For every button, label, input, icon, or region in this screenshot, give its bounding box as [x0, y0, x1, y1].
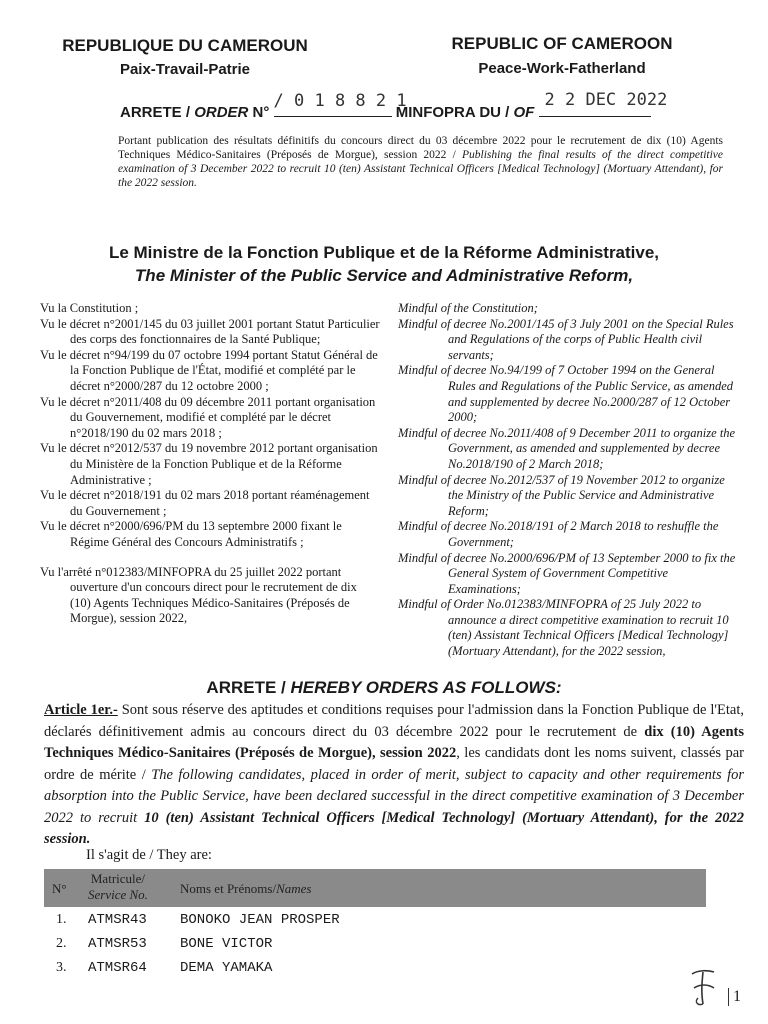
orders-heading-en: HEREBY ORDERS AS FOLLOWS:: [290, 678, 562, 697]
order-ministry: MINFOPRA DU /: [395, 104, 510, 121]
col-names-header: [180, 881, 311, 897]
page-mark: 1: [728, 988, 741, 1006]
visa-en-decree-94-199: Mindful of decree No.94/199 of 7 October 1994 on the General Rules and Regulations of the Public Service, as amended and supplemented by decree No.2000/287 of 12 October 2000;: [398, 363, 734, 425]
article-1-text-fr-bold: dix (10) Agents Techniques Médico-Sanitaires (Préposés de Morgue), session 2022: [44, 723, 744, 761]
visa-en-decree-2012-537: Mindful of decree No.2012/537 of 19 November 2012 to organize the Ministry of the Public Service and Administrative Reform;: [398, 472, 725, 518]
candidates-table-header: [44, 869, 706, 907]
article-1-text-en-1: The following candidates, placed in order of merit, subject to capacity and other requirements for absorption into the Public Service, have been declared successful in the direct competitive examination of 3 December 2022 to recruit: [44, 766, 744, 826]
visa-en-order-012383: Mindful of Order No.012383/MINFOPRA of 25 July 2022 to announce a direct competitive examination to recruit 10 (ten) Assistant Technical Officers [Medical Technology] (Mortuary Attendant), for the 2022 session,: [398, 597, 729, 659]
order-of-label: OF: [513, 104, 535, 121]
order-summary-fr: Portant publication des résultats définitifs du concours direct du 03 décembre 2022 pour le recrutement de dix (10) Agents Techniques Médico-Sanitaires (Préposés de Morgue), session 2022 /: [118, 135, 723, 161]
header-fr-motto: Paix-Travail-Patrie: [119, 61, 251, 78]
minister-en: The Minister of the Public Service and Administrative Reform,: [134, 266, 634, 285]
visa-fr-decree-2011-408: Vu le décret n°2011/408 du 09 décembre 2011 portant organisation du Gouvernement, modifié et complété par le décret n°2018/190 du 02 mars 2018 ;: [40, 394, 376, 440]
orders-heading: [0, 678, 768, 698]
row-name: DEMA YAMAKA: [180, 960, 273, 976]
row-number: 2.: [56, 936, 67, 951]
article-1-text-fr-1: Sont sous réserve des aptitudes et conditions requises pour l'admission dans la Fonction Publique de l'Etat, déclarés définitivement admis au concours direct du 03 décembre 2022 pour le recrutement de: [44, 702, 744, 740]
visa-fr-arrete-012383: Vu l'arrêté n°012383/MINFOPRA du 25 juillet 2022 portant ouverture d'un concours direct pour le recrutement de dix (10) Agents Techniques Médico-Sanitaires (Préposés de Morgue), session 2022,: [40, 564, 357, 626]
table-row: [44, 912, 706, 936]
visa-en-constitution: Mindful of the Constitution;: [398, 301, 538, 315]
minister-fr: Le Ministre de la Fonction Publique et de la Réforme Administrative,: [108, 243, 660, 262]
visa-fr-decree-94-199: Vu le décret n°94/199 du 07 octobre 1994 portant Statut Général de la Fonction Publique de l'État, modifié et complété par le décret n°2000/287 du 12 octobre 2000 ;: [40, 347, 378, 393]
orders-heading-fr: ARRETE /: [206, 678, 286, 697]
candidates-table-body: [44, 912, 706, 984]
article-1-text-fr-2: , les candidats dont les noms suivent, classés par ordre de mérite /: [44, 745, 744, 783]
order-label-en: ORDER: [194, 104, 249, 121]
row-name: BONOKO JEAN PROSPER: [180, 912, 340, 928]
col-service-label: Service No.: [88, 887, 148, 902]
visa-fr-decree-2018-191: Vu le décret n°2018/191 du 02 mars 2018 portant réaménagement du Gouvernement ;: [40, 488, 370, 518]
order-no-label: N°: [252, 104, 270, 121]
visas-fr-column: [40, 301, 380, 627]
row-matricule: ATMSR53: [88, 936, 147, 952]
they-are-label: Il s'agit de / They are:: [86, 847, 212, 863]
header-en-motto: Peace-Work-Fatherland: [478, 60, 646, 77]
visa-en-decree-2000-696: Mindful of decree No.2000/696/PM of 13 September 2000 to fix the General System of Government Competitive Examinations;: [398, 550, 736, 596]
col-matricule-header: [88, 871, 148, 903]
row-name: BONE VICTOR: [180, 936, 273, 952]
article-1-text-en-bold: 10 (ten) Assistant Technical Officers [Medical Technology] (Mortuary Attendant), for the 2022 session.: [44, 809, 744, 847]
header-fr-country: REPUBLIQUE DU CAMEROUN: [62, 36, 308, 55]
visa-fr-decree-2001-145: Vu le décret n°2001/145 du 03 juillet 2001 portant Statut Particulier des corps des fonctionnaires de la Santé Publique;: [40, 316, 380, 347]
visa-en-decree-2018-191: Mindful of decree No.2018/191 of 2 March 2018 to reshuffle the Government;: [398, 519, 719, 549]
col-names-fr-label: Noms et Prénoms/: [180, 881, 277, 896]
order-label-fr: ARRETE /: [120, 104, 191, 121]
col-matricule-label: Matricule/: [90, 871, 146, 886]
order-line: [120, 90, 740, 121]
order-summary-en: Publishing the final results of the direct competitive examination of 3 December 2022 to recruit 10 (ten) Assistant Technical Officers [Medical Technology] (Mortuary Attendant), for the 2022 session.: [118, 149, 723, 189]
header-en-country: REPUBLIC OF CAMEROON: [451, 34, 673, 53]
row-matricule: ATMSR64: [88, 960, 147, 976]
row-number: 3.: [56, 960, 67, 975]
order-number: / 0 1 8 8 2 1: [273, 91, 407, 111]
visa-en-decree-2001-145: Mindful of decree No.2001/145 of 3 July 2001 on the Special Rules and Regulations of the corps of Public Health civil servants;: [398, 316, 734, 362]
table-row: [44, 936, 706, 960]
article-1-label: Article 1er.-: [44, 702, 118, 718]
row-matricule: ATMSR43: [88, 912, 147, 928]
visa-fr-constitution: Vu la Constitution ;: [40, 301, 139, 315]
article-1: [44, 700, 744, 851]
visa-fr-decree-2000-696: Vu le décret n°2000/696/PM du 13 septembre 2000 fixant le Régime Général des Concours Administratifs ;: [40, 519, 342, 549]
table-row: [44, 960, 706, 984]
order-date: 2 2 DEC 2022: [544, 90, 668, 110]
order-summary: [118, 134, 723, 190]
col-names-en-label: Names: [276, 881, 312, 896]
visa-fr-decree-2012-537: Vu le décret n°2012/537 du 19 novembre 2012 portant organisation du Ministère de la Fonction Publique et de la Réforme Administrative ;: [40, 441, 378, 487]
initials-signature-icon: [684, 966, 724, 1010]
visas-en-column: [398, 301, 743, 660]
visa-en-decree-2011-408: Mindful of decree No.2011/408 of 9 December 2011 to organize the Government, as amended and supplemented by decree No.2018/190 of 2 March 2018;: [398, 425, 736, 471]
row-number: 1.: [56, 912, 67, 927]
col-no-header: N°: [52, 881, 67, 896]
